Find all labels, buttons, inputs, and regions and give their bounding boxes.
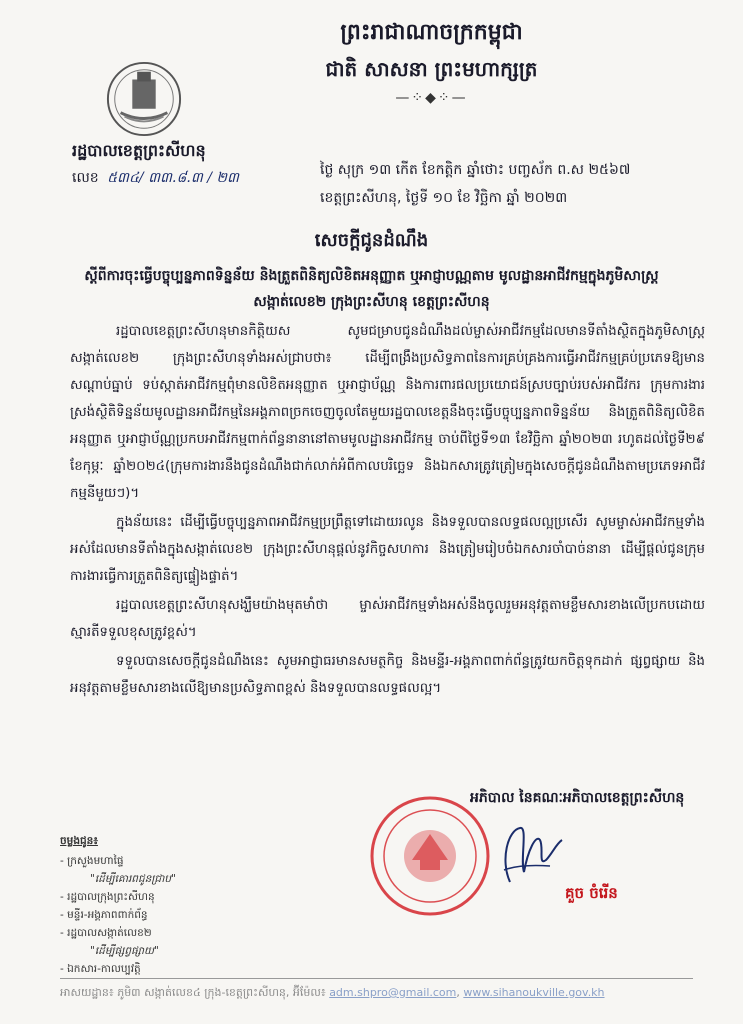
issuing-authority: រដ្ឋបាលខេត្តព្រះសីហនុ <box>72 141 206 160</box>
body-paragraph-2: ក្នុងន័យនេះ ដើម្បីធ្វើបច្ចុប្បន្នភាពអាជីវកម្មប្រព្រឹត្តទៅដោយរលូន និងទទួលបានលទ្ធផលល្អប្រសើរ សូមម្ចាស់អាជីវកម្មទាំងអស់ដែលមានទីតាំងក្នុងសង្កាត់លេខ២ ក្រុងព្រះសីហនុផ្ដល់នូវកិច្ចសហការ និងត្រៀមរៀបចំឯកសារចាំបាច់នានា ដើម្បីផ្ដល់ជូនក្រុមការងារធ្វើការត្រួតពិនិត្យផ្ទៀងផ្ទាត់។ <box>70 515 705 584</box>
kingdom-title: ព្រះរាជាណាចក្រកម្ពុជា <box>340 19 523 45</box>
solar-date: ខេត្តព្រះសីហនុ, ថ្ងៃទី ១០ ខែ វិច្ឆិកា ឆ្នាំ ២០២៣ <box>320 190 568 206</box>
recipient-note: "ដើម្បីគោរពជូនជ្រាប" <box>90 873 176 885</box>
document-subtitle: ស្ដីពីការចុះធ្វើបច្ចុប្បន្នភាពទិន្នន័យ និងត្រួតពិនិត្យលិខិតអនុញ្ញាត ឬអាជ្ញាបណ្ណតាម មូលដ្ឋានអាជីវកម្មក្នុងភូមិសាស្ត្រសង្កាត់លេខ២ ក្រុងព្រះសីហនុ ខេត្តព្រះសីហនុ <box>84 268 659 310</box>
provincial-emblem-icon <box>105 60 183 138</box>
date-block <box>320 156 700 212</box>
header-ornament: —⁘◆⁘— <box>395 90 468 106</box>
footer-email-link[interactable]: adm.shpro@gmail.com <box>329 986 457 999</box>
letter-body <box>70 318 705 704</box>
national-motto: ជាតិ សាសនា ព្រះមហាក្សត្រ <box>325 57 538 81</box>
reference-number-line <box>72 168 239 189</box>
recipient-item: - ក្រសួងមហាផ្ទៃ <box>60 855 124 867</box>
body-paragraph-4: ទទួលបានសេចក្ដីជូនដំណឹងនេះ សូមអាជ្ញាធរមានសមត្ថកិច្ច និងមន្ទីរ-អង្គភាពពាក់ព័ន្ធត្រូវយកចិត្តទុកដាក់ ផ្សព្វផ្សាយ និងអនុវត្តតាមខ្លឹមសារខាងលើឱ្យមានប្រសិទ្ធភាពខ្ពស់ និងទទួលបានលទ្ធផលល្អ។ <box>70 654 705 696</box>
document-title: សេចក្ដីជូនដំណឹង <box>314 230 429 251</box>
footer <box>60 986 693 1002</box>
footer-website-link[interactable]: www.sihanoukville.gov.kh <box>463 986 605 999</box>
title-block <box>40 228 703 315</box>
recipient-note: "ដើម្បីផ្សព្វផ្សាយ" <box>90 945 159 957</box>
recipient-item: - រដ្ឋបាលក្រុងព្រះសីហនុ <box>60 891 155 903</box>
recipients-heading: ចម្លងជូន៖ <box>60 835 98 847</box>
body-paragraph-3: រដ្ឋបាលខេត្តព្រះសីហនុសង្ឃឹមយ៉ាងមុតមាំថា ម្ចាស់អាជីវកម្មទាំងអស់នឹងចូលរួមអនុវត្តតាមខ្លឹមសារខាងលើប្រកបដោយស្មារតីទទួលខុសត្រូវខ្ពស់។ <box>70 598 705 640</box>
recipient-item: - មន្ទីរ-អង្គភាពពាក់ព័ន្ធ <box>60 909 148 921</box>
reference-number: ៥៣៤/ ៣៣.៨.៣ / ២៣ <box>107 170 239 186</box>
body-paragraph-1: រដ្ឋបាលខេត្តព្រះសីហនុមានកិត្តិយស សូមជម្រាបជូនដំណឹងដល់ម្ចាស់អាជីវកម្មដែលមានទីតាំងស្ថិតក្នុងភូមិសាស្ត្រសង្កាត់លេខ២ ក្រុងព្រះសីហនុទាំងអស់ជ្រាបថា៖ ដើម្បីពង្រឹងប្រសិទ្ធភាពនៃការគ្រប់គ្រងការធ្វើអាជីវកម្មគ្រប់ប្រភេទឱ្យមានសណ្ដាប់ធ្នាប់ ទប់ស្កាត់អាជីវកម្មពុំមានលិខិតអនុញ្ញាត ឬអាជ្ញាប័ណ្ណ និងការពារផលប្រយោជន៍ស្របច្បាប់របស់អាជីវករ ក្រុមការងារស្រង់ស្ថិតិទិន្នន័យមូលដ្ឋានអាជីវកម្មនៃអង្គភាពច្រកចេញចូលតែមួយរដ្ឋបាលខេត្តនឹងចុះធ្វើបច្ចុប្បន្នភាពទិន្នន័យ និងត្រួតពិនិត្យលិខិតអនុញ្ញាត ឬអាជ្ញាប័ណ្ណប្រកបអាជីវកម្មពាក់ព័ន្ធនានានៅតាមមូលដ្ឋានអាជីវកម្ម ចាប់ពីថ្ងៃទី១៣ ខែវិច្ឆិកា ឆ្នាំ២០២៣ រហូតដល់ថ្ងៃទី២៩ ខែកុម្ភៈ ឆ្នាំ២០២៤(ក្រុមការងារនឹងជូនដំណឹងជាក់លាក់អំពីកាលបរិច្ឆេទ និងឯកសារត្រូវត្រៀមក្នុងសេចក្ដីជូនដំណឹងតាមប្រភេទអាជីវកម្មនីមួយៗ)។ <box>70 324 705 501</box>
signer-title: អភិបាល នៃគណៈអភិបាលខេត្តព្រះសីហនុ <box>470 790 685 806</box>
handwritten-signature-icon <box>490 820 570 890</box>
lunar-date: ថ្ងៃ សុក្រ ១៣ កើត ខែកត្តិក ឆ្នាំថោះ បញ្ចស័ក ព.ស ២៥៦៧ <box>320 162 631 178</box>
signer-name: គួច ចំរើន <box>565 884 618 902</box>
recipient-item: - រដ្ឋបាលសង្កាត់លេខ២ <box>60 927 152 939</box>
copy-recipients <box>60 832 176 978</box>
reference-label: លេខ <box>72 170 99 186</box>
footer-separator: , <box>456 986 460 999</box>
recipient-item: - ឯកសារ-កាលប្បវត្តិ <box>60 963 141 975</box>
official-seal-icon <box>350 790 510 920</box>
footer-divider <box>60 978 693 979</box>
footer-address: អាសយដ្ឋាន៖ ភូមិ៣ សង្កាត់លេខ៤ ក្រុង-ខេត្តព្រះសីហនុ, អ៊ីម៉ែល៖ <box>60 986 326 999</box>
